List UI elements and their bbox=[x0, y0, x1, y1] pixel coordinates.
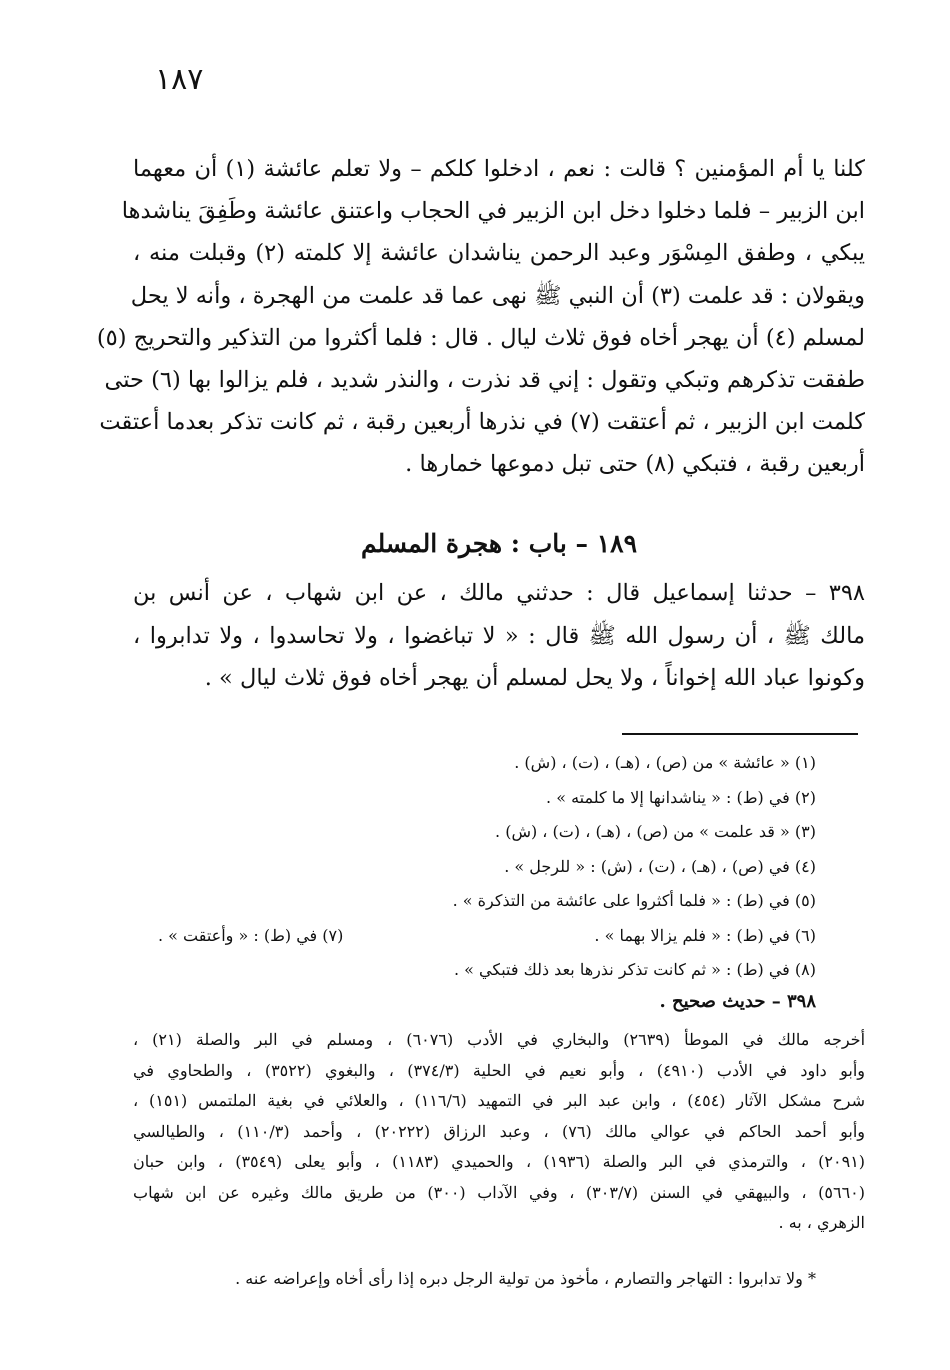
hadith-line: وكونوا عباد الله إخواناً ، ولا يحل لمسلم أن يهجر أخاه فوق ثلاث ليال » . bbox=[204, 665, 865, 691]
takhrij-line: وأبو أحمد الحاكم في عوالي مالك (٧٦) ، وعبد الرزاق (٢٠٢٢٢) ، وأحمد (١١٠/٣) ، والطيالسي bbox=[133, 1121, 866, 1141]
footnote-separator bbox=[622, 733, 858, 735]
footnote: (٧) في (ط) : « وأعتقت » . bbox=[158, 925, 344, 945]
footnotes bbox=[133, 746, 816, 988]
footnote: (٤) في (ص) ، (هـ) ، (ت) ، (ش) : « للرجل » . bbox=[504, 856, 816, 876]
chapter-heading: ١٨٩ – باب : هجرة المسلم bbox=[360, 529, 638, 558]
footnote: (٨) في (ط) : « ثم كانت تذكر نذرها بعد ذلك فتبكي » . bbox=[454, 960, 816, 979]
takhrij-line: أخرجه مالك في الموطأ (٢٦٣٩) والبخاري في الأدب (٦٠٧٦) ، ومسلم في البر والصلة (٢١) ، bbox=[133, 1030, 866, 1049]
takhrij-line: شرح مشكل الآثار (٤٥٤) ، وابن عبد البر في التمهيد (١١٦/٦) ، والعلائي في بغية الملتمس (١٥١) ، bbox=[133, 1091, 866, 1110]
body-line: ابن الزبير – فلما دخلوا دخل ابن الزبير في الحجاب واعتنق عائشة وطَفِقَ يناشدها bbox=[121, 198, 865, 225]
takhrij-line: (٥٦٦٠) ، والبيهقي في السنن (٣٠٣/٧) ، وفي الآداب (٣٠٠) من طريق مالك وغيره عن ابن شهاب bbox=[133, 1182, 866, 1202]
body-line: كلنا يا أم المؤمنين ؟ قالت : نعم ، ادخلوا كلكم – ولا تعلم عائشة (١) أن معهما bbox=[133, 156, 866, 182]
footnote-pair bbox=[133, 919, 816, 954]
takhrij-text bbox=[133, 1025, 865, 1239]
takhrij-line: (٢٠٩١) ، والترمذي في البر والصلة (١٩٣٦) ، والحميدي (١١٨٣) ، وأبو يعلى (٣٥٤٩) ، وابن حبان bbox=[133, 1152, 866, 1171]
footnote: (١) « عائشة » من (ص) ، (هـ) ، (ت) ، (ش) . bbox=[514, 753, 816, 772]
body-text bbox=[96, 148, 866, 486]
hadith-line: مالك ﷺ ، أن رسول الله ﷺ قال : « لا تباغضوا ، ولا تحاسدوا ، ولا تدابروا ، bbox=[133, 622, 865, 649]
gloss-note: * ولا تدابروا : التهاجر والتصارم ، مأخوذ من تولية الرجل دبره إذا رأى أخاه وإعراضه عنه . bbox=[235, 1269, 816, 1288]
footnote: (٣) « قد علمت » من (ص) ، (هـ) ، (ت) ، (ش) . bbox=[495, 822, 816, 841]
takhrij-line: الزهري ، به . bbox=[778, 1213, 865, 1232]
hadith-line: ٣٩٨ – حدثنا إسماعيل قال : حدثني مالك ، عن ابن شهاب ، عن أنس بن bbox=[133, 580, 865, 606]
hadith-text bbox=[133, 572, 865, 700]
body-line: أربعين رقبة ، فتبكي (٨) حتى تبل دموعها خمارها . bbox=[405, 451, 865, 478]
body-line: لمسلم (٤) أن يهجر أخاه فوق ثلاث ليال . قال : فلما أكثروا من التذكير والتحريج (٥) bbox=[96, 324, 865, 351]
body-line: طفقت تذكرهم وتبكي وتقول : إني قد نذرت ، والنذر شديد ، فلم يزالوا بها (٦) حتى bbox=[104, 367, 865, 394]
page-number: ١٨٧ bbox=[155, 62, 204, 97]
body-line: ويقولان : قد علمت (٣) أن النبي ﷺ نهى عما قد علمت من الهجرة ، وأنه لا يحل bbox=[130, 282, 865, 309]
takhrij-title: ٣٩٨ – حديث صحيح . bbox=[659, 991, 816, 1012]
footnote: (٢) في (ط) : « يناشدانها إلا ما كلمته » . bbox=[546, 787, 816, 807]
footnote: (٥) في (ط) : « فلما أكثروا على عائشة من التذكرة » . bbox=[452, 891, 816, 910]
body-line: يبكي ، وطفق المِسْوَر وعبد الرحمن يناشدان عائشة إلا كلمته (٢) وقبلت منه ، bbox=[133, 240, 865, 267]
footnote: (٦) في (ط) : « فلم يزالا بهما » . bbox=[594, 925, 816, 945]
takhrij-line: وأبو داود في الأدب (٤٩١٠) ، وأبو نعيم في الحلية (٣٧٤/٣) ، والبغوي (٣٥٢٢) ، والطحاوي في bbox=[133, 1060, 866, 1080]
body-line: كلمت ابن الزبير ، ثم أعتقت (٧) في نذرها أربعين رقبة ، ثم كانت تذكر بعدما أعتقت bbox=[99, 409, 865, 436]
